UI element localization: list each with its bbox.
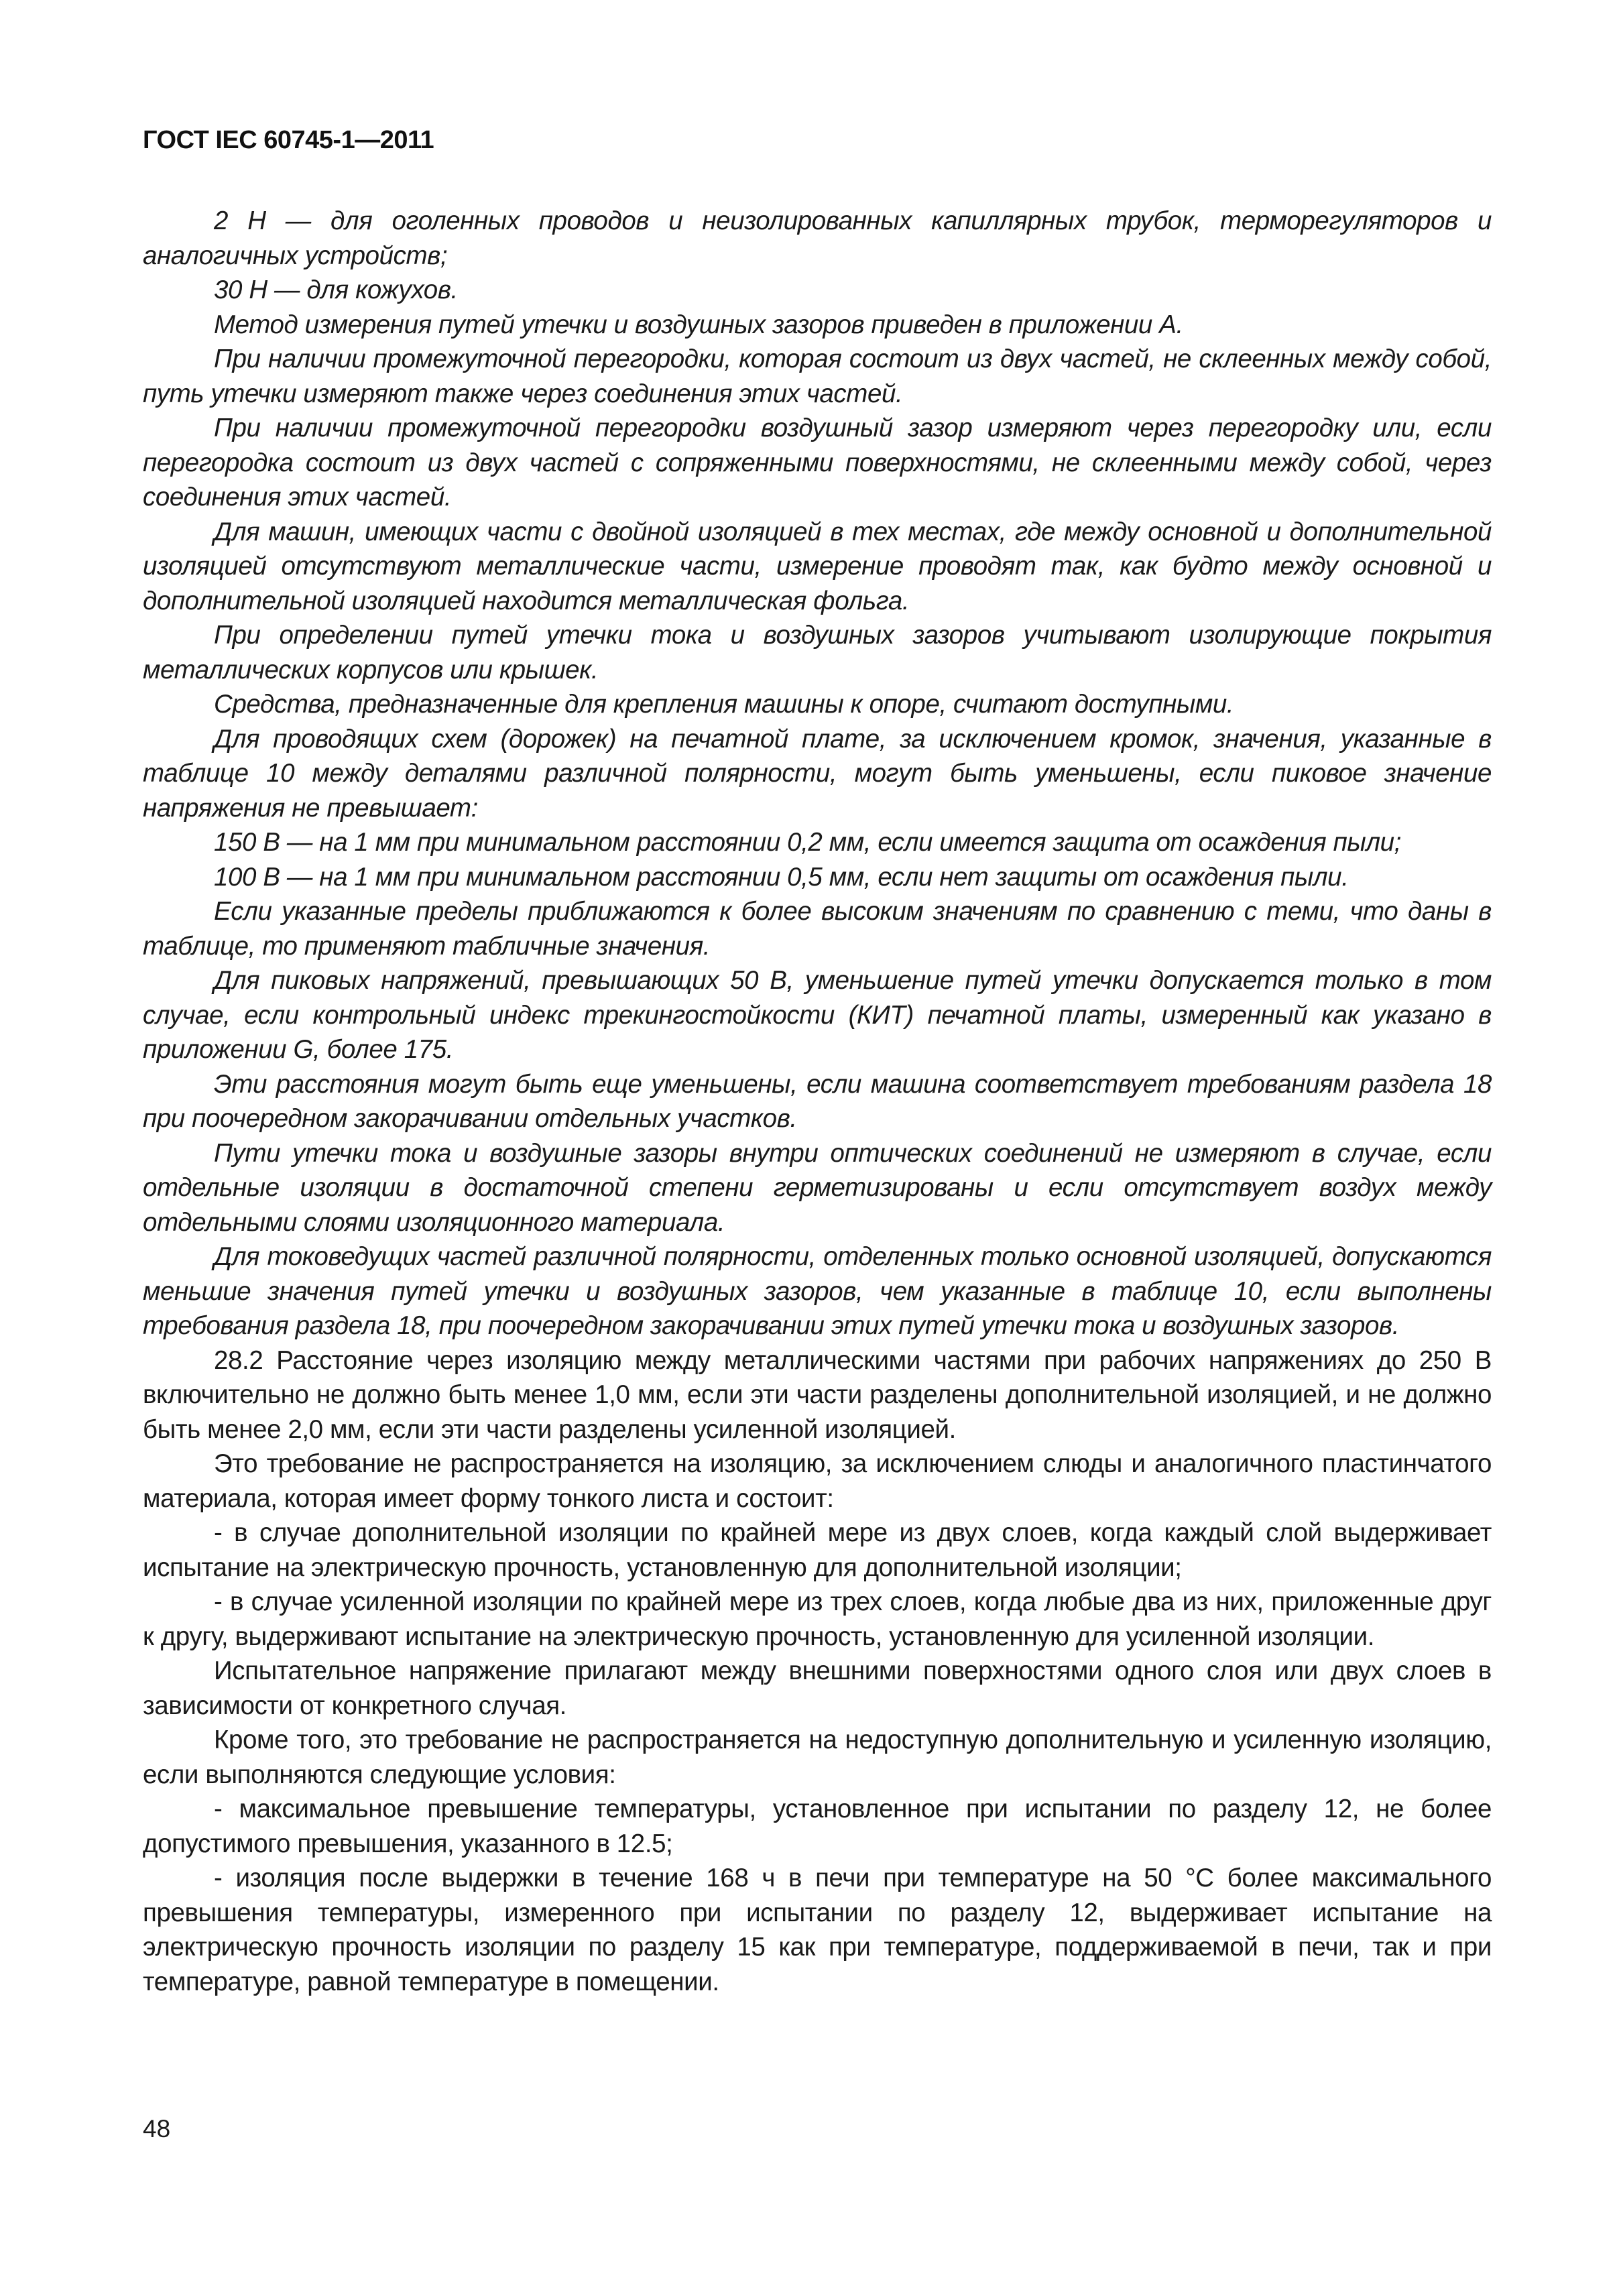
paragraph-100v-limit: 100 В — на 1 мм при минимальном расстоянии 0,5 мм, если нет защиты от осаждения пыли. bbox=[214, 862, 1349, 892]
paragraph-clause-28-2: 28.2 Расстояние через изоляцию между металлическими частями при рабочих напряжениях до 250 В включительно не должно быть менее 1,0 мм, если эти части разделены дополнительной изоляцией, и не должно быть менее 2,0 мм, если эти части разделены усиленной изоляцией. bbox=[143, 1345, 1492, 1444]
paragraph-intermediate-partition-creepage: При наличии промежуточной перегородки, которая состоит из двух частей, не склеенных между собой, путь утечки измеряют также через соединения этих частей. bbox=[143, 345, 1492, 408]
paragraph-double-insulation: Для машин, имеющих части с двойной изоляцией в тех местах, где между основной и дополнительной изоляцией отсутствуют металлические части, измерение проводят так, как будто между основной и дополнительной изоляцией находится металлическая фольга. bbox=[143, 517, 1492, 615]
paragraph-casing-force: 30 Н — для кожухов. bbox=[214, 276, 458, 304]
paragraph-table-values: Если указанные пределы приближаются к более высоким значениям по сравнению с теми, что даны в таблице, то применяют табличные значения. bbox=[143, 897, 1492, 961]
paragraph-measurement-method: Метод измерения путей утечки и воздушных зазоров приведен в приложении А. bbox=[214, 310, 1183, 339]
paragraph-inaccessible-insulation: Кроме того, это требование не распространяется на недоступную дополнительную и усиленную изоляцию, если выполняются следующие условия: bbox=[143, 1726, 1492, 1789]
list-item-oven-conditioning: - изоляция после выдержки в течение 168 ч в печи при температуре на 50 °С более максимального превышения температуры, измеренного при испытании по разделу 12, выдерживает испытание на электрическую прочность изоляции по разделу 15 как при температуре, поддерживаемой в печи, так и при температуре, равной температуре в помещении. bbox=[143, 1864, 1492, 1996]
paragraph-wire-force: 2 Н — для оголенных проводов и неизолированных капиллярных трубок, терморегуляторов и аналогичных устройств; bbox=[143, 206, 1492, 270]
paragraph-further-reduction: Эти расстояния могут быть еще уменьшены, если машина соответствует требованиям раздела 18 при поочередном закорачивании отдельных участков. bbox=[143, 1069, 1492, 1133]
paragraph-mounting-means: Средства, предназначенные для крепления машины к опоре, считают доступными. bbox=[214, 690, 1234, 719]
paragraph-insulating-coatings: При определении путей утечки тока и воздушных зазоров учитывают изолирующие покрытия металлических корпусов или крышек. bbox=[143, 621, 1492, 684]
paragraph-printed-board: Для проводящих схем (дорожек) на печатной плате, за исключением кромок, значения, указанные в таблице 10 между деталями различной полярности, могут быть уменьшены, если пиковое значение напряжения не превышает: bbox=[143, 724, 1492, 823]
paragraph-150v-limit: 150 В — на 1 мм при минимальном расстоянии 0,2 мм, если имеется защита от осаждения пыли; bbox=[214, 828, 1401, 857]
paragraph-optical-couplers: Пути утечки тока и воздушные зазоры внутри оптических соединений не измеряют в случае, если отдельные изоляции в достаточной степени герметизированы и если отсутствует воздух между отдельными слоями изоляционного материала. bbox=[143, 1138, 1492, 1237]
list-item-reinforced-layers: - в случае усиленной изоляции по крайней мере из трех слоев, когда любые два из них, приложенные друг к другу, выдерживают испытание на электрическую прочность, установленную для усиленной изоляции. bbox=[143, 1587, 1492, 1651]
paragraph-intermediate-partition-clearance: При наличии промежуточной перегородки воздушный зазор измеряют через перегородку или, если перегородка состоит из двух частей с сопряженными поверхностями, не склеенными между собой, через соединения этих частей. bbox=[143, 414, 1492, 511]
page-number: 48 bbox=[143, 2115, 171, 2142]
body-text bbox=[143, 204, 1492, 1999]
paragraph-peak-voltages: Для пиковых напряжений, превышающих 50 В, уменьшение путей утечки допускается только в том случае, если контрольный индекс трекингостойкости (КИТ) печатной платы, измеренный как указано в приложении G, более 175. bbox=[143, 966, 1492, 1064]
list-item-supplementary-layers: - в случае дополнительной изоляции по крайней мере из двух слоев, когда каждый слой выдерживает испытание на электрическую прочность, установленную для дополнительной изоляции; bbox=[143, 1518, 1492, 1582]
list-item-max-temperature-rise: - максимальное превышение температуры, установленное при испытании по разделу 12, не более допустимого превышения, указанного в 12.5; bbox=[143, 1795, 1492, 1858]
paragraph-test-voltage: Испытательное напряжение прилагают между внешними поверхностями одного слоя или двух слоев в зависимости от конкретного случая. bbox=[143, 1656, 1492, 1720]
document-code-header: ГОСТ IEC 60745-1—2011 bbox=[143, 126, 434, 154]
paragraph-thin-sheet-exception: Это требование не распространяется на изоляцию, за исключением слюды и аналогичного пластинчатого материала, которая имеет форму тонкого листа и состоит: bbox=[143, 1449, 1492, 1513]
paragraph-live-parts-basic-insulation: Для токоведущих частей различной полярности, отделенных только основной изоляцией, допускаются меньшие значения путей утечки и воздушных зазоров, чем указанные в таблице 10, если выполнены требования раздела 18, при поочередном закорачивании этих путей утечки тока и воздушных зазоров. bbox=[143, 1242, 1492, 1340]
